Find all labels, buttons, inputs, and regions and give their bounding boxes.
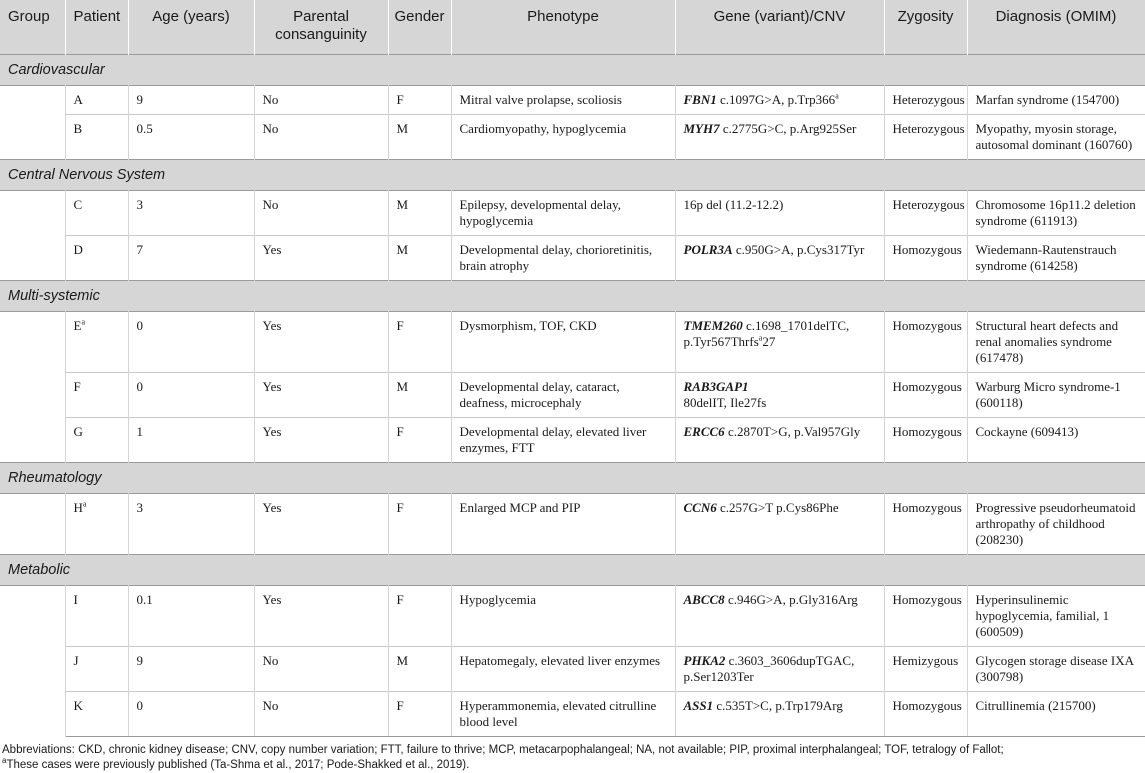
patient-cell: J [65,647,128,692]
gene-cell [675,586,884,647]
phenotype-cell: Hyperammonemia, elevated citrulline blood level [451,692,675,737]
gene-symbol: FBN1 [683,92,717,107]
phenotype-cell: Developmental delay, elevated liver enzymes, FTT [451,418,675,463]
patient-cell: F [65,373,128,418]
diagnosis-cell: Glycogen storage disease IXA (300798) [967,647,1145,692]
consanguinity-cell: Yes [254,494,388,555]
zygosity-cell: Homozygous [884,494,967,555]
patient-id: E [73,318,82,333]
gene-symbol: ABCC8 [683,592,725,607]
age-cell: 0 [128,312,254,373]
table-row [0,191,1145,236]
phenotype-cell: Mitral valve prolapse, scoliosis [451,86,675,115]
footnote-marker: a [81,317,86,327]
header-patient: Patient [65,0,128,55]
header-group: Group [0,0,65,55]
patient-cell [65,494,128,555]
gene-symbol: ERCC6 [683,424,725,439]
patient-cell: I [65,586,128,647]
group-label: Central Nervous System [0,160,1145,191]
age-cell: 9 [128,86,254,115]
gender-cell: M [388,236,451,281]
diagnosis-cell: Hyperinsulinemic hypoglycemia, familial, 1 (600509) [967,586,1145,647]
header-gene: Gene (variant)/CNV [675,0,884,55]
footnote-marker: a [2,756,7,766]
diagnosis-cell: Citrullinemia (215700) [967,692,1145,737]
age-cell: 0.5 [128,115,254,160]
table-row [0,236,1145,281]
variant-text: c.1698_1701delTC, p.Tyr567Thrfs [683,318,850,349]
header-zygosity: Zygosity [884,0,967,55]
phenotype-cell: Developmental delay, cataract, deafness, microcephaly [451,373,675,418]
gene-symbol: POLR3A [683,242,733,257]
header-diagnosis: Diagnosis (OMIM) [967,0,1145,55]
gene-symbol: RAB3GAP1 [683,379,749,394]
patient-cell: B [65,115,128,160]
age-cell: 3 [128,191,254,236]
diagnosis-cell: Warburg Micro syndrome-1 (600118) [967,373,1145,418]
header-row [0,0,1145,55]
diagnosis-cell: Myopathy, myosin storage, autosomal dominant (160760) [967,115,1145,160]
gender-cell: M [388,191,451,236]
consanguinity-cell: Yes [254,236,388,281]
group-row-metabolic [0,555,1145,586]
table-row [0,86,1145,115]
age-cell: 0.1 [128,586,254,647]
gene-cell [675,86,884,115]
footnote-marker: a [758,333,763,343]
table-row [0,418,1145,463]
table-row [0,373,1145,418]
header-consanguinity: Parental consanguinity [254,0,388,55]
variant-text: c.257G>T p.Cys86Phe [716,500,839,515]
age-cell: 3 [128,494,254,555]
table-row [0,692,1145,737]
diagnosis-cell: Wiedemann-Rautenstrauch syndrome (614258) [967,236,1145,281]
group-label: Metabolic [0,555,1145,586]
header-gender: Gender [388,0,451,55]
phenotype-cell: Enlarged MCP and PIP [451,494,675,555]
patient-cell: A [65,86,128,115]
group-row-multi-systemic [0,281,1145,312]
zygosity-cell: Homozygous [884,692,967,737]
diagnosis-cell: Chromosome 16p11.2 deletion syndrome (611913) [967,191,1145,236]
group-row-cns [0,160,1145,191]
gender-cell: F [388,692,451,737]
consanguinity-cell: No [254,115,388,160]
consanguinity-cell: Yes [254,418,388,463]
consanguinity-cell: Yes [254,373,388,418]
gene-cell [675,692,884,737]
consanguinity-cell: No [254,647,388,692]
age-cell: 9 [128,647,254,692]
zygosity-cell: Homozygous [884,312,967,373]
table-footnotes [0,737,1145,773]
diagnosis-cell: Marfan syndrome (154700) [967,86,1145,115]
gene-cell [675,647,884,692]
group-row-rheumatology [0,463,1145,494]
header-phenotype: Phenotype [451,0,675,55]
patient-cell: C [65,191,128,236]
group-cell [0,586,65,737]
footnote-marker: a [82,499,87,509]
variant-text: c.2870T>G, p.Val957Gly [724,424,861,439]
group-cell [0,86,65,160]
zygosity-cell: Heterozygous [884,86,967,115]
variant-text: c.535T>C, p.Trp179Arg [713,698,843,713]
age-cell: 0 [128,692,254,737]
gene-symbol: TMEM260 [683,318,743,333]
gender-cell: M [388,647,451,692]
zygosity-cell: Homozygous [884,236,967,281]
gene-cell [675,418,884,463]
patient-cell: D [65,236,128,281]
age-cell: 0 [128,373,254,418]
variant-text: c.950G>A, p.Cys317Tyr [732,242,865,257]
diagnosis-cell: Structural heart defects and renal anomalies syndrome (617478) [967,312,1145,373]
table-row [0,312,1145,373]
header-age: Age (years) [128,0,254,55]
group-cell [0,494,65,555]
zygosity-cell: Hemizygous [884,647,967,692]
gene-cell [675,373,884,418]
gene-symbol: ASS1 [683,698,714,713]
consanguinity-cell: No [254,86,388,115]
gender-cell: M [388,115,451,160]
zygosity-cell: Homozygous [884,586,967,647]
zygosity-cell: Homozygous [884,373,967,418]
abbreviations-note: Abbreviations: CKD, chronic kidney disease; CNV, copy number variation; FTT, failure to thrive; MCP, metacarpophalangeal; NA, not available; PIP, proximal interphalangeal; TOF, tetralogy of Fallot; [2,744,1004,756]
variant-text: c.2775G>C, p.Arg925Ser [719,121,857,136]
age-cell: 7 [128,236,254,281]
gene-symbol: PHKA2 [683,653,726,668]
gene-cell [675,236,884,281]
published-note-text: These cases were previously published (Ta-Shma et al., 2017; Pode-Shakked et al., 2019). [6,759,470,771]
footnote-marker: a [835,91,839,101]
consanguinity-cell: No [254,191,388,236]
gender-cell: F [388,312,451,373]
gene-symbol: CCN6 [683,500,717,515]
gene-cell [675,115,884,160]
diagnosis-cell: Cockayne (609413) [967,418,1145,463]
gender-cell: F [388,494,451,555]
group-label: Multi-systemic [0,281,1145,312]
variant-text: 16p del (11.2-12.2) [683,197,784,212]
table-row [0,647,1145,692]
published-note [2,758,1143,773]
consanguinity-cell: No [254,692,388,737]
zygosity-cell: Homozygous [884,418,967,463]
variant-tail: 27 [762,334,776,349]
consanguinity-cell: Yes [254,586,388,647]
variant-text: c.946G>A, p.Gly316Arg [724,592,858,607]
group-row-cardiovascular [0,55,1145,86]
table-row [0,494,1145,555]
gene-cell [675,312,884,373]
gene-cell [675,494,884,555]
phenotype-cell: Hypoglycemia [451,586,675,647]
phenotype-cell: Epilepsy, developmental delay, hypoglycemia [451,191,675,236]
phenotype-cell: Developmental delay, chorioretinitis, brain atrophy [451,236,675,281]
zygosity-cell: Heterozygous [884,191,967,236]
consanguinity-cell: Yes [254,312,388,373]
diagnosis-cell: Progressive pseudorheumatoid arthropathy of childhood (208230) [967,494,1145,555]
variant-text: c.3603_3606dupTGAC, p.Ser1203Ter [683,653,855,684]
patient-cell: G [65,418,128,463]
zygosity-cell: Heterozygous [884,115,967,160]
gene-cell [675,191,884,236]
table-row [0,115,1145,160]
group-label: Cardiovascular [0,55,1145,86]
gender-cell: F [388,586,451,647]
phenotype-cell: Cardiomyopathy, hypoglycemia [451,115,675,160]
group-cell [0,191,65,281]
phenotype-cell: Dysmorphism, TOF, CKD [451,312,675,373]
group-label: Rheumatology [0,463,1145,494]
variant-text: c.1097G>A, p.Trp366 [716,92,836,107]
variant-text: 80delIT, Ile27fs [683,395,767,410]
patient-cell [65,312,128,373]
patient-cell: K [65,692,128,737]
gender-cell: F [388,418,451,463]
gene-symbol: MYH7 [683,121,720,136]
table-row [0,586,1145,647]
patient-id: H [73,500,83,515]
group-cell [0,312,65,463]
gender-cell: M [388,373,451,418]
phenotype-cell: Hepatomegaly, elevated liver enzymes [451,647,675,692]
gender-cell: F [388,86,451,115]
age-cell: 1 [128,418,254,463]
